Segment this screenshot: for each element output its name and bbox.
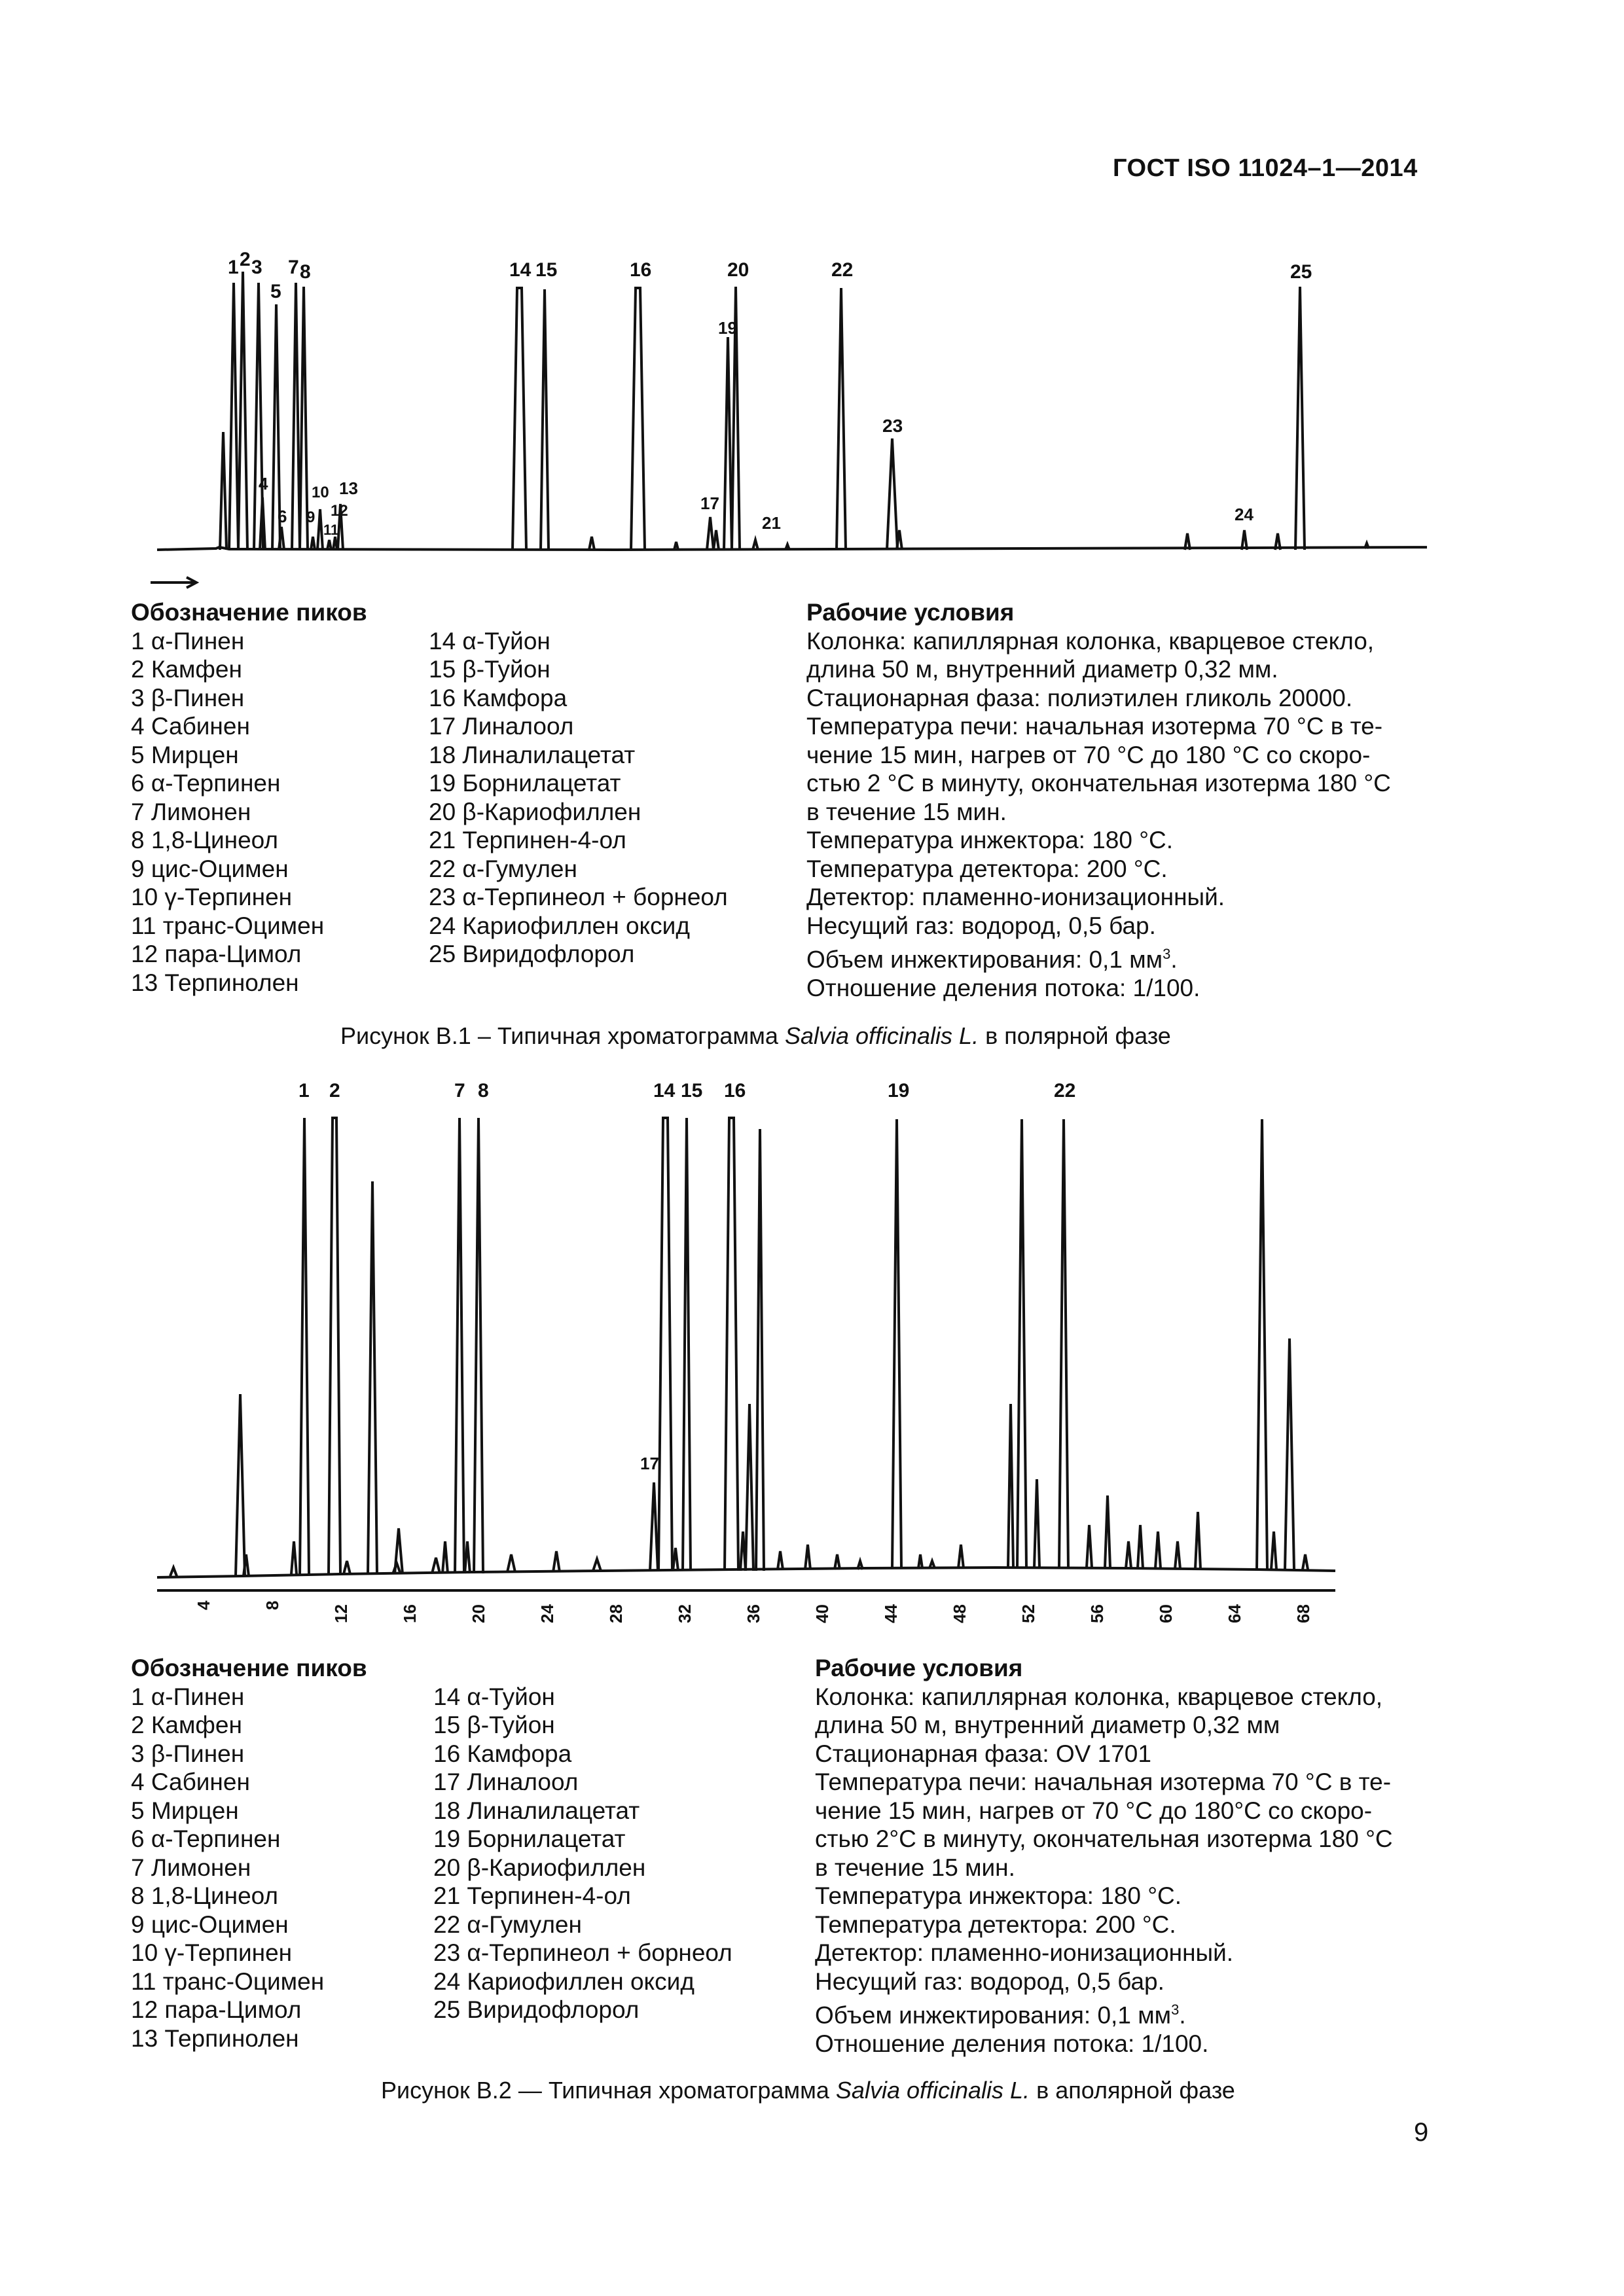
legend-item: 20 β-Кариофиллен	[429, 798, 641, 825]
condition-line: Несущий газ: водород, 0,5 бар.	[806, 912, 1156, 939]
peak-g	[1008, 1404, 1013, 1568]
axis-tick: 56	[1087, 1604, 1107, 1623]
peak-17	[707, 517, 713, 550]
peak-label: 8	[478, 1080, 489, 1102]
condition-line: Колонка: капиллярная колонка, кварцевое стекло,	[815, 1683, 1383, 1710]
legend-item: 12 пара-Цимол	[131, 941, 302, 967]
peak-label: 22	[1054, 1080, 1076, 1102]
peak-a	[236, 1394, 245, 1576]
axis-tick: 36	[744, 1604, 763, 1623]
condition-line: чение 15 мин, нагрев от 70 °С до 180°С со скоро-	[815, 1797, 1373, 1824]
axis-tick: 52	[1019, 1604, 1038, 1623]
peak-j	[1285, 1338, 1294, 1570]
peak-22	[837, 288, 846, 550]
peak-8	[474, 1118, 483, 1573]
peak-label: 15	[681, 1080, 703, 1102]
peak-label: 23	[882, 416, 903, 436]
condition-line: длина 50 м, внутренний диаметр 0,32 мм	[815, 1712, 1280, 1738]
peak-minor	[1271, 1532, 1276, 1570]
peak-legend-col1	[131, 598, 367, 997]
legend-item: 16 Камфора	[433, 1740, 572, 1767]
peak-minor	[291, 1541, 297, 1574]
peak-label: 15	[535, 259, 558, 281]
peak-i	[1257, 1119, 1267, 1570]
peak-label: 12	[331, 502, 348, 520]
legend-item: 8 1,8-Цинеол	[131, 1882, 279, 1909]
axis-tick: 60	[1156, 1604, 1176, 1623]
peak-2	[329, 1118, 340, 1574]
baseline	[157, 547, 1427, 550]
peak-15	[541, 289, 549, 550]
axis-tick: 28	[606, 1604, 626, 1623]
chromatogram-apolar	[144, 1073, 1401, 1630]
peak-10	[317, 509, 323, 550]
legend-item: 6 α-Терпинен	[131, 1825, 281, 1852]
legend-item: 7 Лимонен	[131, 1854, 251, 1881]
peak-label: 22	[831, 259, 854, 281]
peak-14	[513, 288, 526, 550]
axis-tick: 20	[469, 1604, 488, 1623]
legend-item: 18 Линалилацетат	[429, 741, 636, 768]
legend-item: 1 α-Пинен	[131, 627, 245, 655]
peak-label: 20	[727, 259, 749, 281]
time-axis-ticks	[194, 1600, 1313, 1623]
legend-item: 2 Камфен	[131, 656, 242, 683]
legend-item: 24 Кариофиллен оксид	[429, 912, 690, 939]
legend-item: 23 α-Терпинеол + борнеол	[433, 1939, 732, 1966]
peak-14	[659, 1118, 672, 1571]
operating-conditions	[806, 598, 1391, 1002]
legend-item: 19 Борнилацетат	[429, 770, 621, 797]
legend-item: 24 Кариофиллен оксид	[433, 1967, 695, 1995]
peak-legend-col1	[131, 1654, 367, 2053]
peak-label: 14	[653, 1080, 676, 1102]
peak-label: 8	[300, 261, 311, 283]
peak-label: 17	[640, 1454, 659, 1473]
legend-item: 7 Лимонен	[131, 798, 251, 825]
peak-minor	[507, 1554, 515, 1572]
legend-item: 25 Виридофлорол	[429, 941, 635, 967]
peak-1	[300, 1118, 309, 1574]
condition-line: чение 15 мин, нагрев от 70 °С до 180 °С со скоро-	[806, 741, 1371, 768]
legend-item: 5 Мирцен	[131, 741, 239, 768]
peak-label: 24	[1235, 505, 1254, 524]
legend-item: 3 β-Пинен	[131, 684, 245, 711]
peak-label: 10	[312, 484, 329, 501]
peak-legend-col2	[433, 1683, 732, 2024]
condition-line: длина 50 м, внутренний диаметр 0,32 мм.	[806, 656, 1278, 683]
axis-tick: 16	[400, 1604, 420, 1623]
peak-d	[442, 1541, 448, 1573]
peak-minor	[958, 1545, 964, 1568]
peak-23	[887, 439, 897, 550]
legend-item: 13 Терпинолен	[131, 2024, 299, 2052]
legend-item: 21 Терпинен-4-ол	[429, 827, 626, 853]
peak-label: 16	[630, 259, 652, 281]
peak-12	[333, 537, 337, 550]
peak-legend-col2	[429, 627, 728, 969]
legend-item: 22 α-Гумулен	[433, 1910, 582, 1938]
peak-label: 7	[288, 257, 299, 278]
legend-title: Обозначение пиков	[131, 1655, 367, 1681]
axis-tick: 24	[537, 1604, 557, 1623]
peak-label: 14	[509, 259, 532, 281]
condition-line: Объем инжектирования: 0,1 $мм^3$.	[815, 2001, 1186, 2029]
peak-minor	[1155, 1532, 1161, 1568]
peak-minor	[432, 1558, 440, 1573]
peak-minor	[1105, 1496, 1110, 1568]
peak-label: 3	[251, 257, 262, 278]
peak-7	[455, 1118, 464, 1573]
peak-19	[724, 337, 732, 550]
legend-item: 10 γ-Терпинен	[131, 884, 293, 910]
peak-minor	[593, 1559, 601, 1571]
peak-minor	[805, 1545, 810, 1570]
peak-minor	[673, 1548, 678, 1571]
figure-caption: Рисунок В.1 – Типичная хроматограмма Salvia officinalis L. в полярной фазе	[340, 1022, 1171, 1049]
condition-line: Отношение деления потока: 1/100.	[806, 974, 1200, 1001]
peak-label: 2	[240, 249, 251, 270]
operating-conditions	[815, 1654, 1393, 2058]
legend-item: 9 цис-Оцимен	[131, 1910, 289, 1938]
axis-tick: 64	[1225, 1604, 1244, 1623]
peak-label: 13	[339, 478, 358, 498]
peak-7	[292, 283, 300, 550]
axis-tick: 4	[194, 1600, 213, 1610]
peak-shoulder	[220, 432, 226, 550]
peak-f	[756, 1129, 764, 1571]
peak-22	[1059, 1119, 1068, 1568]
peak-minor	[589, 537, 594, 550]
condition-line: Стационарная фаза: полиэтилен гликоль 20000.	[806, 684, 1353, 711]
axis-tick: 44	[881, 1604, 901, 1623]
peak-label: 21	[762, 513, 781, 533]
peak-minor	[1175, 1541, 1180, 1569]
peak-minor	[778, 1551, 783, 1570]
peak-19	[892, 1119, 901, 1568]
condition-line: в течение 15 мин.	[815, 1854, 1015, 1881]
peak-label: 9	[306, 509, 316, 526]
peak-1	[229, 283, 238, 550]
peak-minor	[1126, 1541, 1131, 1568]
peak-b	[368, 1181, 377, 1574]
legend-item: 2 Камфен	[131, 1712, 242, 1738]
condition-line: стью 2 °С в минуту, окончательная изотерма 180 °С	[806, 770, 1391, 797]
legend-item: 9 цис-Оцимен	[131, 855, 289, 882]
peak-17	[650, 1482, 658, 1571]
peak-e	[746, 1404, 753, 1571]
peak-label: 17	[700, 493, 719, 513]
legend-item: 3 β-Пинен	[131, 1740, 245, 1767]
legend-item: 15 β-Туйон	[433, 1712, 555, 1738]
legend-item: 14 α-Туйон	[429, 627, 550, 655]
condition-line: Температура инжектора: 180 °С.	[806, 827, 1174, 853]
peak-minor	[1138, 1525, 1143, 1568]
legend-item: 23 α-Терпинеол + борнеол	[429, 884, 728, 910]
condition-line: Детектор: пламенно-ионизационный.	[806, 884, 1225, 910]
axis-tick: 68	[1293, 1604, 1313, 1623]
legend-item: 20 β-Кариофиллен	[433, 1854, 646, 1881]
peak-15	[683, 1118, 691, 1571]
peak-label: 16	[724, 1080, 746, 1102]
peak-25	[1295, 287, 1305, 550]
peak-label: 7	[454, 1080, 465, 1102]
legend-item: 12 пара-Цимол	[131, 1996, 302, 2023]
axis-tick: 8	[262, 1600, 282, 1610]
legend-item: 19 Борнилацетат	[433, 1825, 626, 1852]
peak-shoulder	[713, 530, 719, 550]
legend-item: 15 β-Туйон	[429, 656, 550, 683]
peak-label: 1	[298, 1080, 310, 1102]
legend-item: 16 Камфора	[429, 684, 568, 711]
legend-item: 4 Сабинен	[131, 713, 250, 740]
legend-title: Обозначение пиков	[131, 599, 367, 626]
chromatogram-polar	[131, 242, 1427, 589]
peak-minor	[170, 1568, 177, 1576]
condition-line: Объем инжектирования: 0,1 $мм^3$.	[806, 946, 1178, 973]
legend-item: 11 транс-Оцимен	[131, 1967, 325, 1995]
legend-item: 11 транс-Оцимен	[131, 912, 325, 939]
peak-2	[238, 272, 247, 550]
peak-16	[631, 288, 645, 550]
peak-label: 4	[259, 474, 268, 493]
legend-item: 4 Сабинен	[131, 1768, 250, 1795]
peak-label: 19	[718, 318, 737, 338]
peak-label: 2	[329, 1080, 340, 1102]
peak-label: 5	[270, 281, 281, 302]
condition-line: Отношение деления потока: 1/100.	[815, 2030, 1209, 2057]
axis-tick: 48	[950, 1604, 969, 1623]
condition-line: Несущий газ: водород, 0,5 бар.	[815, 1967, 1164, 1995]
legend-item: 6 α-Терпинен	[131, 770, 281, 797]
peak-minor	[465, 1541, 470, 1573]
peak-label: 6	[278, 507, 287, 526]
legend-item: 10 γ-Терпинен	[131, 1939, 293, 1966]
peak-minor	[344, 1561, 350, 1574]
peak-h	[1017, 1119, 1026, 1568]
condition-line: Колонка: капиллярная колонка, кварцевое стекло,	[806, 627, 1375, 655]
conditions-title: Рабочие условия	[806, 599, 1015, 626]
legend-item: 18 Линалилацетат	[433, 1797, 640, 1824]
peak-label: 25	[1290, 261, 1312, 283]
peak-minor	[1195, 1512, 1200, 1569]
peak-minor	[918, 1554, 922, 1568]
legend-item: 13 Терпинолен	[131, 969, 299, 996]
condition-line: Детектор: пламенно-ионизационный.	[815, 1939, 1234, 1966]
legend-item: 17 Линалоол	[433, 1768, 579, 1795]
direction-arrow	[151, 577, 196, 588]
figure-caption: Рисунок В.2 — Типичная хроматограмма Salvia officinalis L. в аполярной фазе	[381, 2077, 1235, 2104]
legend-item: 8 1,8-Цинеол	[131, 827, 279, 853]
legend-item: 21 Терпинен-4-ол	[433, 1882, 631, 1909]
condition-line: стью 2°С в минуту, окончательная изотерма 180 °С	[815, 1825, 1393, 1852]
peak-minor	[1034, 1479, 1039, 1568]
conditions-title: Рабочие условия	[815, 1655, 1023, 1681]
condition-line: Температура печи: начальная изотерма 70 °С в те-	[815, 1768, 1392, 1795]
condition-line: в течение 15 мин.	[806, 798, 1007, 825]
peak-minor	[553, 1551, 560, 1572]
axis-tick: 32	[675, 1604, 695, 1623]
peak-label: 1	[228, 257, 239, 278]
condition-line: Температура детектора: 200 °С.	[815, 1910, 1176, 1938]
peak-9	[311, 537, 315, 550]
peak-label: 19	[888, 1080, 910, 1102]
legend-item: 5 Мирцен	[131, 1797, 239, 1824]
peak-minor	[1303, 1554, 1308, 1570]
page-number: 9	[1414, 2118, 1429, 2147]
peak-label: 11	[323, 522, 339, 538]
legend-item: 17 Линалоол	[429, 713, 574, 740]
peak-16	[725, 1118, 738, 1571]
condition-line: Температура детектора: 200 °С.	[806, 855, 1168, 882]
condition-line: Стационарная фаза: OV 1701	[815, 1740, 1151, 1767]
legend-item: 14 α-Туйон	[433, 1683, 555, 1710]
peak-minor	[1087, 1525, 1092, 1568]
legend-item: 25 Виридофлорол	[433, 1996, 640, 2023]
document-header: ГОСТ ISO 11024–1—2014	[1113, 154, 1418, 182]
legend-item: 1 α-Пинен	[131, 1683, 245, 1710]
condition-line: Температура инжектора: 180 °С.	[815, 1882, 1182, 1909]
condition-line: Температура печи: начальная изотерма 70 °С в те-	[806, 713, 1383, 740]
legend-item: 22 α-Гумулен	[429, 855, 577, 882]
axis-tick: 40	[812, 1604, 832, 1623]
axis-tick: 12	[331, 1604, 351, 1623]
